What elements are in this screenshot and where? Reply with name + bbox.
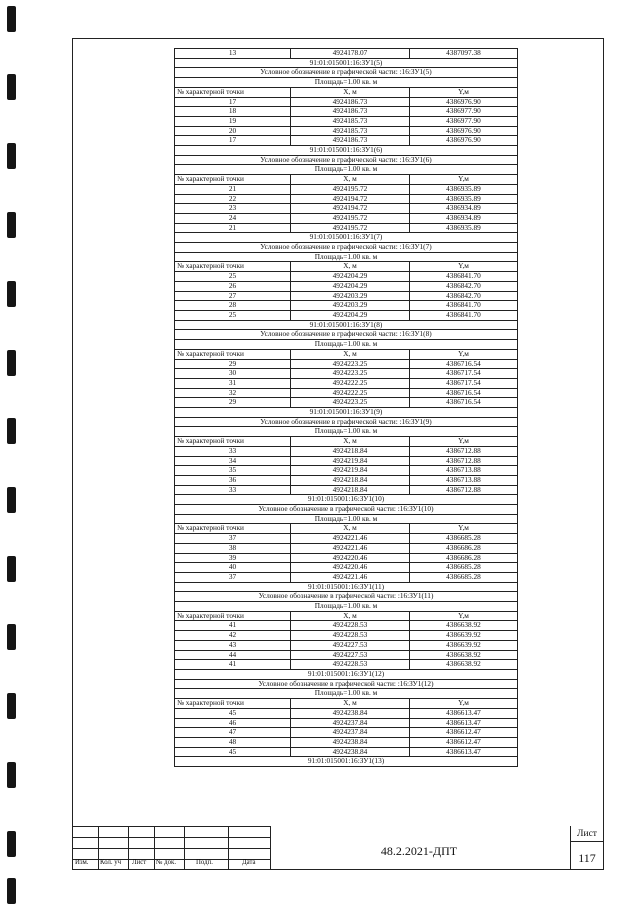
x-coordinate-cell: 4924194.72 [291,194,410,204]
x-coordinate-cell: 4924228.53 [291,631,410,641]
y-coordinate-cell: 4386716.54 [410,388,518,398]
stamp-label-count: Кол. уч [100,859,122,866]
table-row [175,621,518,631]
point-number-cell: 48 [175,737,291,747]
x-coordinate-cell: 4924218.84 [291,475,410,485]
x-coordinate-cell: 4924218.84 [291,485,410,495]
area-text: Площадь=1.00 кв. м [175,514,518,524]
point-number-cell: 23 [175,204,291,214]
area-text: Площадь=1.00 кв. м [175,78,518,88]
table-row [175,97,518,107]
header-point-number: № характерной точки [175,437,291,447]
point-number-cell: 47 [175,728,291,738]
y-coordinate-cell: 4386976.90 [410,126,518,136]
point-number-cell: 37 [175,534,291,544]
stamp-label-sheet: Лист [132,859,147,866]
header-point-number: № характерной точки [175,87,291,97]
section-cadastral-row [175,582,518,592]
header-x: X, м [291,262,410,272]
x-coordinate-cell: 4924238.84 [291,737,410,747]
area-text: Площадь=1.00 кв. м [175,252,518,262]
cadastral-number: 91:01:015001:16:ЗУ1(13) [175,757,518,767]
table-row [175,49,518,59]
designation-text: Условное обозначение в графической части: :16:ЗУ1(12) [175,679,518,689]
x-coordinate-cell: 4924228.53 [291,621,410,631]
y-coordinate-cell: 4386716.54 [410,359,518,369]
section-designation-row [175,505,518,515]
y-coordinate-cell: 4386841.70 [410,272,518,282]
area-text: Площадь=1.00 кв. м [175,602,518,612]
point-number-cell: 46 [175,718,291,728]
header-point-number: № характерной точки [175,262,291,272]
x-coordinate-cell: 4924186.73 [291,136,410,146]
table-row [175,728,518,738]
cadastral-number: 91:01:015001:16:ЗУ1(5) [175,58,518,68]
sheet-label: Лист [577,829,597,839]
section-designation-row [175,679,518,689]
section-cadastral-row [175,408,518,418]
x-coordinate-cell: 4924221.46 [291,572,410,582]
table-row [175,718,518,728]
y-coordinate-cell: 4386935.89 [410,223,518,233]
table-header-row [175,87,518,97]
point-number-cell: 26 [175,281,291,291]
x-coordinate-cell: 4924238.84 [291,747,410,757]
point-number-cell: 25 [175,310,291,320]
y-coordinate-cell: 4386842.70 [410,281,518,291]
x-coordinate-cell: 4924228.53 [291,660,410,670]
x-coordinate-cell: 4924186.73 [291,107,410,117]
x-coordinate-cell: 4924178.07 [291,49,410,59]
table-row [175,398,518,408]
table-row [175,631,518,641]
y-coordinate-cell: 4386935.89 [410,194,518,204]
x-coordinate-cell: 4924195.72 [291,213,410,223]
x-coordinate-cell: 4924204.29 [291,310,410,320]
point-number-cell: 44 [175,650,291,660]
table-row [175,543,518,553]
section-area-row [175,165,518,175]
cadastral-number: 91:01:015001:16:ЗУ1(11) [175,582,518,592]
section-cadastral-row [175,495,518,505]
area-text: Площадь=1.00 кв. м [175,340,518,350]
y-coordinate-cell: 4386686.28 [410,553,518,563]
table-row [175,310,518,320]
x-coordinate-cell: 4924220.46 [291,553,410,563]
table-row [175,466,518,476]
y-coordinate-cell: 4386613.47 [410,718,518,728]
y-coordinate-cell: 4386841.70 [410,310,518,320]
table-row [175,291,518,301]
x-coordinate-cell: 4924186.73 [291,97,410,107]
y-coordinate-cell: 4386638.92 [410,660,518,670]
table-row [175,747,518,757]
point-number-cell: 36 [175,475,291,485]
x-coordinate-cell: 4924237.84 [291,718,410,728]
cadastral-number: 91:01:015001:16:ЗУ1(10) [175,495,518,505]
point-number-cell: 30 [175,369,291,379]
table-row [175,388,518,398]
y-coordinate-cell: 4386976.90 [410,136,518,146]
stamp-label-change: Изм. [75,859,89,866]
point-number-cell: 40 [175,563,291,573]
table-row [175,708,518,718]
x-coordinate-cell: 4924204.29 [291,281,410,291]
point-number-cell: 35 [175,466,291,476]
table-row [175,194,518,204]
coordinates-table [174,48,518,767]
binder-holes [0,0,24,905]
header-y: Y,м [410,524,518,534]
table-row [175,534,518,544]
table-row [175,184,518,194]
point-number-cell: 17 [175,136,291,146]
designation-text: Условное обозначение в графической части: :16:ЗУ1(8) [175,330,518,340]
area-text: Площадь=1.00 кв. м [175,427,518,437]
x-coordinate-cell: 4924219.84 [291,466,410,476]
table-row [175,563,518,573]
x-coordinate-cell: 4924195.72 [291,184,410,194]
section-area-row [175,689,518,699]
point-number-cell: 28 [175,301,291,311]
point-number-cell: 19 [175,116,291,126]
x-coordinate-cell: 4924238.84 [291,708,410,718]
point-number-cell: 41 [175,660,291,670]
table-row [175,485,518,495]
designation-text: Условное обозначение в графической части: :16:ЗУ1(6) [175,155,518,165]
point-number-cell: 21 [175,223,291,233]
y-coordinate-cell: 4386685.28 [410,534,518,544]
y-coordinate-cell: 4386934.89 [410,213,518,223]
cadastral-number: 91:01:015001:16:ЗУ1(6) [175,146,518,156]
x-coordinate-cell: 4924203.29 [291,291,410,301]
table-row [175,456,518,466]
point-number-cell: 39 [175,553,291,563]
designation-text: Условное обозначение в графической части: :16:ЗУ1(10) [175,505,518,515]
header-point-number: № характерной точки [175,524,291,534]
table-header-row [175,175,518,185]
y-coordinate-cell: 4386685.28 [410,563,518,573]
y-coordinate-cell: 4386712.88 [410,446,518,456]
point-number-cell: 18 [175,107,291,117]
table-header-row [175,611,518,621]
y-coordinate-cell: 4386712.88 [410,485,518,495]
point-number-cell: 31 [175,378,291,388]
y-coordinate-cell: 4386717.54 [410,378,518,388]
table-header-row [175,524,518,534]
section-area-row [175,340,518,350]
header-y: Y,м [410,87,518,97]
coordinates-document [174,48,514,767]
table-header-row [175,437,518,447]
table-row [175,640,518,650]
y-coordinate-cell: 4386685.28 [410,572,518,582]
x-coordinate-cell: 4924237.84 [291,728,410,738]
table-row [175,281,518,291]
document-code: 48.2.2021-ДПТ [380,844,458,858]
x-coordinate-cell: 4924221.46 [291,534,410,544]
x-coordinate-cell: 4924222.25 [291,378,410,388]
point-number-cell: 45 [175,708,291,718]
section-area-row [175,252,518,262]
section-designation-row [175,417,518,427]
section-cadastral-row [175,757,518,767]
header-point-number: № характерной точки [175,175,291,185]
point-number-cell: 37 [175,572,291,582]
point-number-cell: 33 [175,446,291,456]
table-row [175,301,518,311]
point-number-cell: 21 [175,184,291,194]
x-coordinate-cell: 4924195.72 [291,223,410,233]
header-y: Y,м [410,175,518,185]
sheet-number: 117 [578,851,596,865]
section-area-row [175,602,518,612]
point-number-cell: 33 [175,485,291,495]
area-text: Площадь=1.00 кв. м [175,165,518,175]
section-cadastral-row [175,320,518,330]
section-designation-row [175,330,518,340]
point-number-cell: 20 [175,126,291,136]
point-number-cell: 38 [175,543,291,553]
section-designation-row [175,592,518,602]
table-row [175,446,518,456]
table-header-row [175,699,518,709]
y-coordinate-cell: 4386842.70 [410,291,518,301]
section-designation-row [175,155,518,165]
point-number-cell: 29 [175,359,291,369]
point-number-cell: 45 [175,747,291,757]
x-coordinate-cell: 4924218.84 [291,446,410,456]
header-y: Y,м [410,699,518,709]
y-coordinate-cell: 4386712.88 [410,456,518,466]
section-area-row [175,427,518,437]
table-header-row [175,349,518,359]
x-coordinate-cell: 4924223.25 [291,369,410,379]
x-coordinate-cell: 4924219.84 [291,456,410,466]
point-number-cell: 29 [175,398,291,408]
table-row [175,572,518,582]
point-number-cell: 13 [175,49,291,59]
y-coordinate-cell: 4387097.38 [410,49,518,59]
y-coordinate-cell: 4386977.90 [410,107,518,117]
table-row [175,204,518,214]
header-y: Y,м [410,349,518,359]
designation-text: Условное обозначение в графической части: :16:ЗУ1(5) [175,68,518,78]
y-coordinate-cell: 4386638.92 [410,621,518,631]
table-row [175,272,518,282]
section-area-row [175,78,518,88]
section-cadastral-row [175,233,518,243]
table-row [175,116,518,126]
point-number-cell: 24 [175,213,291,223]
y-coordinate-cell: 4386935.89 [410,184,518,194]
point-number-cell: 34 [175,456,291,466]
point-number-cell: 41 [175,621,291,631]
x-coordinate-cell: 4924223.25 [291,359,410,369]
y-coordinate-cell: 4386686.28 [410,543,518,553]
point-number-cell: 17 [175,97,291,107]
table-row [175,660,518,670]
y-coordinate-cell: 4386612.47 [410,728,518,738]
y-coordinate-cell: 4386716.54 [410,398,518,408]
table-row [175,213,518,223]
header-point-number: № характерной точки [175,611,291,621]
x-coordinate-cell: 4924203.29 [291,301,410,311]
point-number-cell: 42 [175,631,291,641]
x-coordinate-cell: 4924223.25 [291,398,410,408]
cadastral-number: 91:01:015001:16:ЗУ1(9) [175,408,518,418]
y-coordinate-cell: 4386841.70 [410,301,518,311]
table-row [175,126,518,136]
header-y: Y,м [410,437,518,447]
y-coordinate-cell: 4386613.47 [410,708,518,718]
table-row [175,475,518,485]
cadastral-number: 91:01:015001:16:ЗУ1(12) [175,670,518,680]
section-cadastral-row [175,670,518,680]
header-x: X, м [291,611,410,621]
header-point-number: № характерной точки [175,349,291,359]
table-row [175,359,518,369]
y-coordinate-cell: 4386639.92 [410,640,518,650]
table-row [175,737,518,747]
section-cadastral-row [175,58,518,68]
stamp-label-docnum: № док. [156,859,177,866]
x-coordinate-cell: 4924204.29 [291,272,410,282]
section-designation-row [175,243,518,253]
header-x: X, м [291,87,410,97]
cadastral-number: 91:01:015001:16:ЗУ1(8) [175,320,518,330]
x-coordinate-cell: 4924227.53 [291,650,410,660]
table-header-row [175,262,518,272]
point-number-cell: 22 [175,194,291,204]
table-row [175,136,518,146]
y-coordinate-cell: 4386713.88 [410,475,518,485]
table-row [175,369,518,379]
x-coordinate-cell: 4924185.73 [291,126,410,136]
table-row [175,378,518,388]
y-coordinate-cell: 4386976.90 [410,97,518,107]
y-coordinate-cell: 4386638.92 [410,650,518,660]
area-text: Площадь=1.00 кв. м [175,689,518,699]
designation-text: Условное обозначение в графической части: :16:ЗУ1(9) [175,417,518,427]
x-coordinate-cell: 4924221.46 [291,543,410,553]
y-coordinate-cell: 4386612.47 [410,737,518,747]
header-point-number: № характерной точки [175,699,291,709]
table-row [175,553,518,563]
x-coordinate-cell: 4924220.46 [291,563,410,573]
designation-text: Условное обозначение в графической части: :16:ЗУ1(11) [175,592,518,602]
header-y: Y,м [410,611,518,621]
stamp-label-date: Дата [242,859,256,866]
header-x: X, м [291,437,410,447]
table-row [175,107,518,117]
point-number-cell: 32 [175,388,291,398]
point-number-cell: 43 [175,640,291,650]
x-coordinate-cell: 4924227.53 [291,640,410,650]
x-coordinate-cell: 4924185.73 [291,116,410,126]
x-coordinate-cell: 4924222.25 [291,388,410,398]
header-x: X, м [291,349,410,359]
section-designation-row [175,68,518,78]
y-coordinate-cell: 4386717.54 [410,369,518,379]
table-row [175,223,518,233]
y-coordinate-cell: 4386934.89 [410,204,518,214]
y-coordinate-cell: 4386977.90 [410,116,518,126]
cadastral-number: 91:01:015001:16:ЗУ1(7) [175,233,518,243]
header-y: Y,м [410,262,518,272]
y-coordinate-cell: 4386613.47 [410,747,518,757]
stamp-label-signature: Подп. [196,859,213,866]
y-coordinate-cell: 4386713.88 [410,466,518,476]
table-row [175,650,518,660]
y-coordinate-cell: 4386639.92 [410,631,518,641]
header-x: X, м [291,175,410,185]
point-number-cell: 25 [175,272,291,282]
x-coordinate-cell: 4924194.72 [291,204,410,214]
section-cadastral-row [175,146,518,156]
section-area-row [175,514,518,524]
designation-text: Условное обозначение в графической части: :16:ЗУ1(7) [175,243,518,253]
header-x: X, м [291,699,410,709]
point-number-cell: 27 [175,291,291,301]
header-x: X, м [291,524,410,534]
